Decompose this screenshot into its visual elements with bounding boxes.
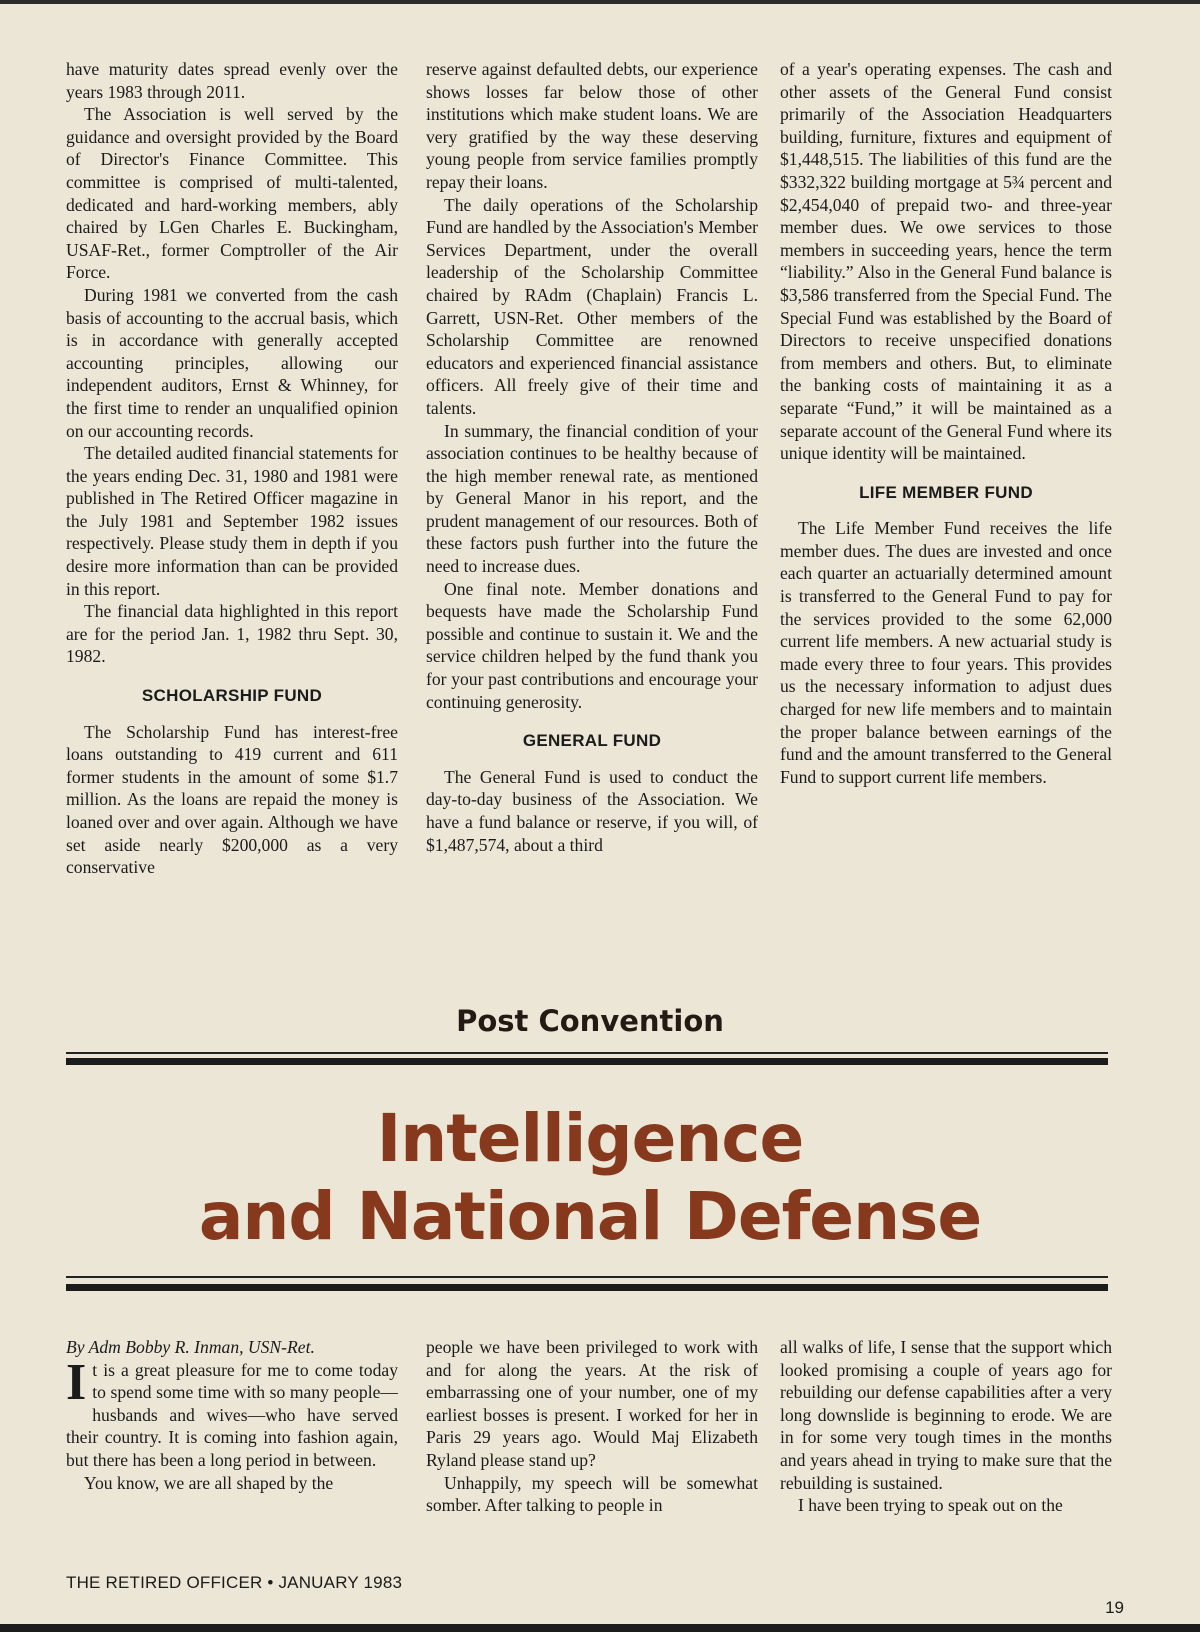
paragraph: people we have been privileged to work with and for along the years. At the risk of embarrassing one of your number, one of my earliest bosses is present. I worked for her in Paris 29 years ago. Would Maj Elizabeth Ryland please stand up? xyxy=(426,1337,758,1470)
article-column-3 xyxy=(780,1336,1112,1517)
paragraph: The Association is well served by the guidance and oversight provided by the Board of Director's Finance Committee. This committee is comprised of multi-talented, dedicated and hard-working members, ably chaired by LGen Charles E. Buckingham, USAF-Ret., former Comptroller of the Air Force. xyxy=(66,104,398,283)
paragraph: One final note. Member donations and bequests have made the Scholarship Fund possible and continue to sustain it. We and the service children helped by the fund thank you for your past contributions and encourage your continuing generosity. xyxy=(426,578,758,712)
article-headline xyxy=(0,1100,1180,1256)
paragraph: I have been trying to speak out on the xyxy=(798,1495,1063,1516)
headline-line: and National Defense xyxy=(198,1178,982,1255)
section-heading: GENERAL FUND xyxy=(522,731,662,751)
divider-rule xyxy=(66,1284,1108,1291)
paragraph: reserve against defaulted debts, our experience shows losses far below those of other institutions which make student loans. We are very gratified by the way these deserving young people from service families promptly repay their loans. xyxy=(426,59,758,192)
paragraph: The General Fund is used to conduct the day-to-day business of the Association. We have a fund balance or reserve, if you will, of $1,487,574, about a third xyxy=(426,766,758,855)
report-column-2 xyxy=(426,58,758,856)
paragraph: The daily operations of the Scholarship Fund are handled by the Association's Member Services Department, under the overall leadership of the Scholarship Committee chaired by RAdm (Chaplain) Francis L. Garrett, USN-Ret. Other members of the Scholarship Committee are renowned educators and experienced financial assistance officers. All freely give of their time and talents. xyxy=(426,194,758,418)
section-kicker: Post Convention xyxy=(456,1004,724,1038)
paragraph: During 1981 we converted from the cash basis of accounting to the accrual basis, which is in accordance with generally accepted accounting principles, allowing our independent auditors, Ernst & Whinney, for the first time to render an unqualified opinion on our accounting records. xyxy=(66,284,398,441)
paragraph: of a year's operating expenses. The cash and other assets of the General Fund consist primarily of the Association Headquarters building, furniture, fixtures and equipment of $1,448,515. The liabilities of this fund are the $332,322 building mortgage at 5¾ percent and $2,454,040 of prepaid two- and three-year member dues. We owe services to those members in succeeding years, hence the term “liability.” Also in the General Fund balance is $3,586 transferred from the Special Fund. The Special Fund was established by the Board of Directors to receive unspecified donations from members and others. But, to eliminate the banking costs of maintaining it as a separate “Fund,” it will be maintained as a separate account of the General Fund where its unique identity will be maintained. xyxy=(780,59,1112,464)
paragraph xyxy=(66,1353,398,1472)
bottom-border xyxy=(0,1624,1200,1632)
page-number: 19 xyxy=(1105,1598,1124,1617)
section-heading: LIFE MEMBER FUND xyxy=(859,482,1033,502)
paragraph-text: t is a great pleasure for me to come today to spend some time with so many people—husbands and wives—who have served their country. It is coming into fashion again, but there has been a long period in between. xyxy=(66,1359,398,1470)
paragraph: In summary, the financial condition of your association continues to be healthy because of the high member renewal rate, as mentioned by General Manor in his report, and the prudent management of our resources. Both of these factors push further into the future the need to increase dues. xyxy=(426,420,758,577)
paragraph: You know, we are all shaped by the xyxy=(84,1472,334,1493)
report-column-1 xyxy=(66,58,398,879)
article-columns xyxy=(66,1336,1116,1556)
divider-rule xyxy=(66,1052,1108,1054)
byline: By Adm Bobby R. Inman, USN-Ret. xyxy=(66,1337,315,1357)
paragraph: The Life Member Fund receives the life member dues. The dues are invested and once each quarter an actuarially determined amount is transferred to the General Fund to pay for the services provided to the some 62,000 current life members. A new actuarial study is made every three to four years. This provides us the necessary information to adjust dues charged for new life members and to maintain the proper balance between earnings of the fund and the amount transferred to the General Fund to support current life members. xyxy=(780,518,1112,787)
article-column-1 xyxy=(66,1336,398,1494)
paragraph: The detailed audited financial statements for the years ending Dec. 31, 1980 and 1981 were published in The Retired Officer magazine in the July 1981 and September 1982 issues respectively. Please study them in depth if you desire more information than can be provided in this report. xyxy=(66,443,398,599)
publication-footer: THE RETIRED OFFICER • JANUARY 1983 xyxy=(66,1573,403,1592)
paragraph: The Scholarship Fund has interest-free loans outstanding to 419 current and 611 former students in the amount of some $1.7 million. As the loans are repaid the money is loaned over and over again. Although we have set aside nearly $200,000 as a very conservative xyxy=(66,721,398,878)
paragraph: Unhappily, my speech will be somewhat somber. After talking to people in xyxy=(426,1472,758,1516)
report-column-3 xyxy=(780,58,1112,788)
paragraph: The financial data highlighted in this report are for the period Jan. 1, 1982 thru Sept. 30, 1982. xyxy=(66,601,398,667)
headline-line: Intelligence xyxy=(376,1100,804,1177)
top-border xyxy=(0,0,1200,4)
report-columns xyxy=(66,58,1116,958)
paragraph: have maturity dates spread evenly over the years 1983 through 2011. xyxy=(66,59,398,102)
divider-rule xyxy=(66,1276,1108,1278)
drop-cap: I xyxy=(66,1353,87,1411)
article-column-2 xyxy=(426,1336,758,1517)
paragraph: all walks of life, I sense that the support which looked promising a couple of years ago for rebuilding our defense capabilities after a very long downslide is beginning to erode. We are in for some very tough times in the months and years ahead in trying to make sure that the rebuilding is sustained. xyxy=(780,1337,1112,1493)
section-heading: SCHOLARSHIP FUND xyxy=(141,686,323,706)
divider-rule xyxy=(66,1058,1108,1065)
